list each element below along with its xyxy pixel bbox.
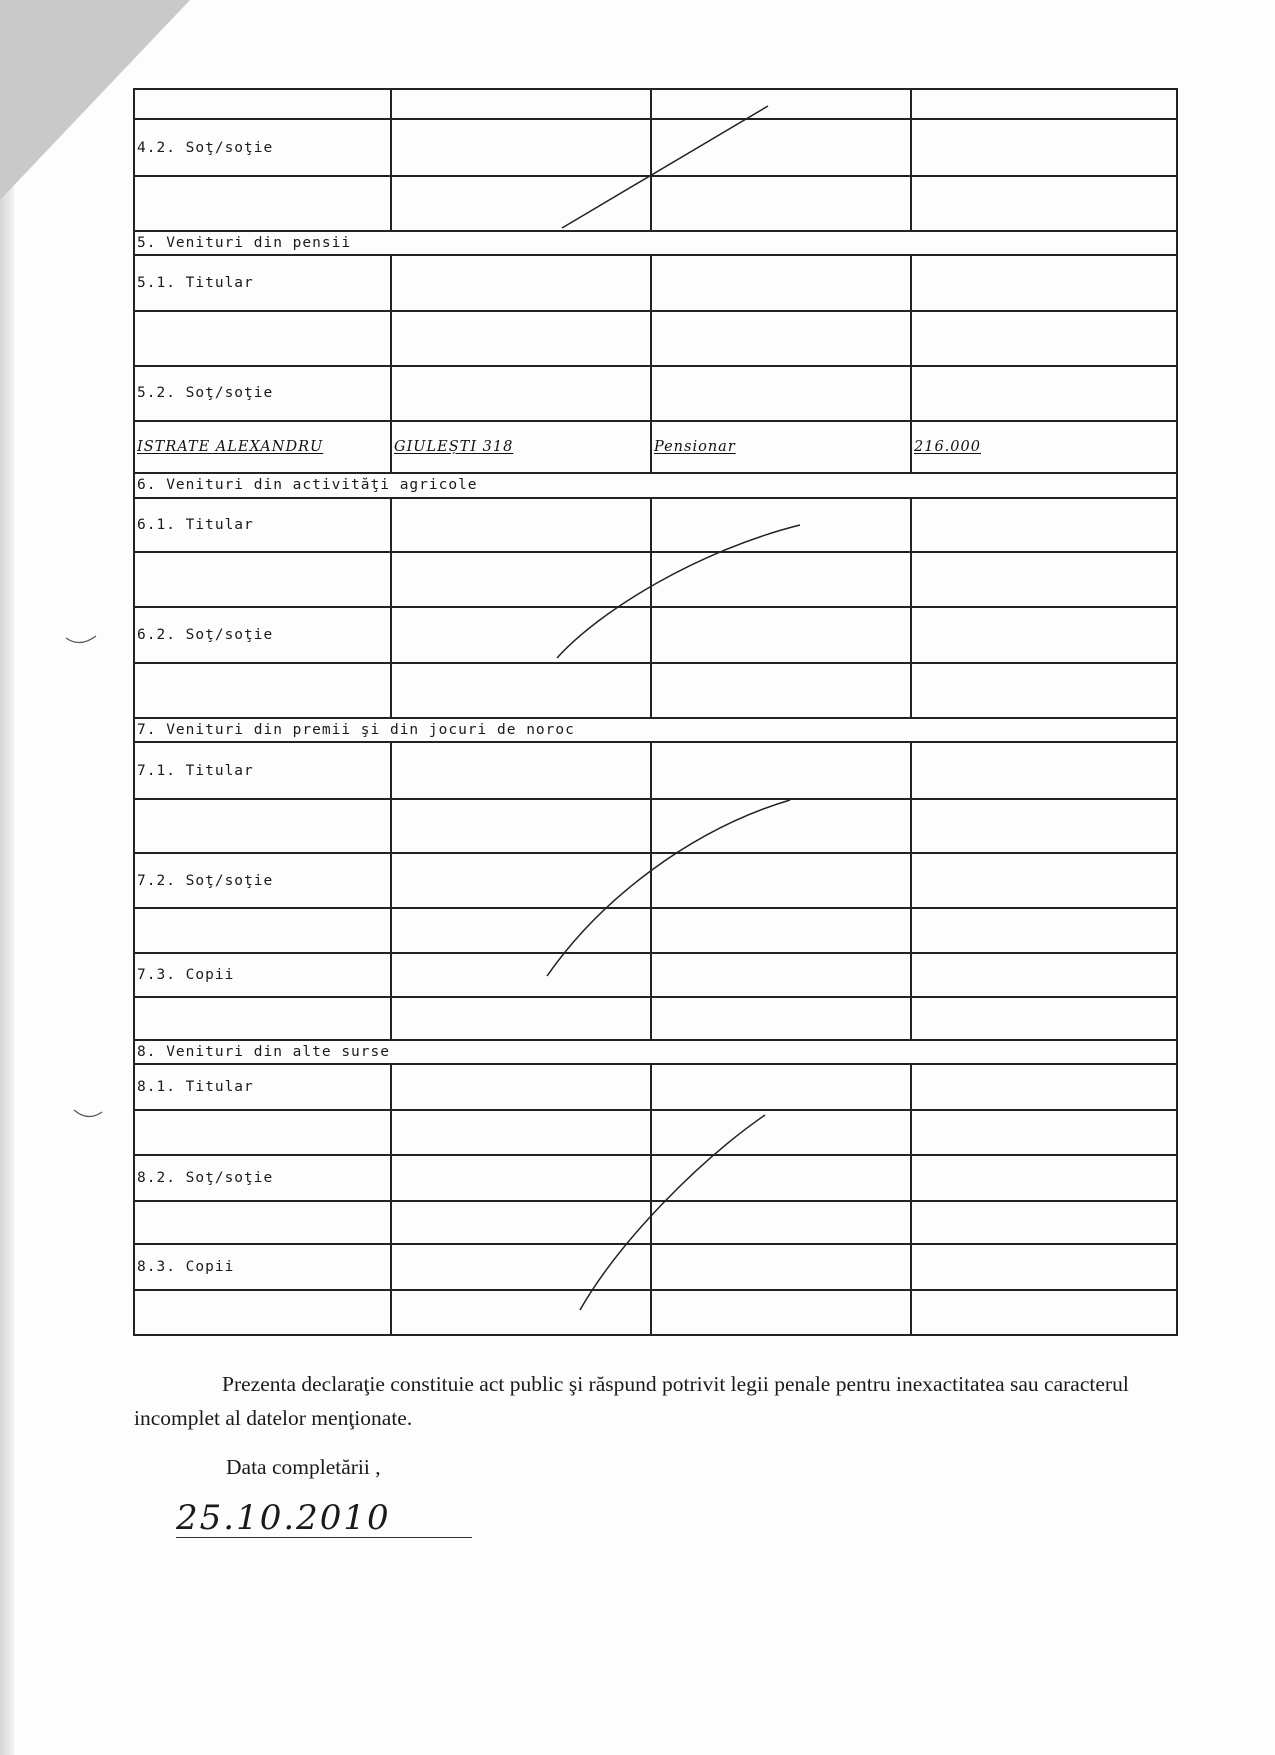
date-label: Data completării , (226, 1455, 381, 1479)
row-label-4-2: 4.2. Soţ/soţie (134, 119, 391, 176)
table-row (134, 1201, 1177, 1243)
table-cell (134, 89, 391, 119)
section-row (134, 718, 1177, 742)
table-row (134, 997, 1177, 1039)
row-label-8-3: 8.3. Copii (134, 1244, 391, 1291)
handwritten-amount: 216.000 (911, 421, 1177, 474)
table-row (134, 742, 1177, 799)
table-row (134, 1064, 1177, 1111)
table-cell (391, 89, 651, 119)
table-row (134, 1155, 1177, 1202)
section-7-title: 7. Venituri din premii şi din jocuri de noroc (134, 718, 1177, 742)
handwritten-name: ISTRATE ALEXANDRU (134, 421, 391, 474)
table-cell (651, 89, 911, 119)
income-declaration-table (133, 88, 1178, 1336)
section-row (134, 231, 1177, 255)
table-row (134, 119, 1177, 176)
row-label-6-1: 6.1. Titular (134, 498, 391, 553)
date-underline (176, 1537, 472, 1538)
table-row (134, 663, 1177, 718)
table-row (134, 366, 1177, 421)
handwritten-date: 25.10.2010 (176, 1498, 391, 1538)
handwritten-source: GIULEȘTI 318 (391, 421, 651, 474)
table-cell (911, 89, 1177, 119)
table-row (134, 311, 1177, 366)
row-label-5-1: 5.1. Titular (134, 255, 391, 312)
table-row (134, 799, 1177, 854)
table-row (134, 498, 1177, 553)
hole-mark (66, 636, 96, 643)
table-row (134, 255, 1177, 312)
table-row (134, 552, 1177, 607)
handwritten-service: Pensionar (651, 421, 911, 474)
row-label-6-2: 6.2. Soţ/soţie (134, 607, 391, 664)
section-row (134, 1040, 1177, 1064)
table-row (134, 1290, 1177, 1335)
row-label-7-1: 7.1. Titular (134, 742, 391, 799)
table-row (134, 953, 1177, 998)
section-8-title: 8. Venituri din alte surse (134, 1040, 1177, 1064)
table-row (134, 1110, 1177, 1155)
table-row (134, 853, 1177, 908)
section-6-title: 6. Venituri din activităţi agricole (134, 473, 1177, 497)
table-row (134, 421, 1177, 474)
table-row (134, 607, 1177, 664)
table-row (134, 1244, 1177, 1291)
section-5-title: 5. Venituri din pensii (134, 231, 1177, 255)
table-row (134, 176, 1177, 231)
row-label-7-3: 7.3. Copii (134, 953, 391, 998)
row-label-8-1: 8.1. Titular (134, 1064, 391, 1111)
section-row (134, 473, 1177, 497)
table-row (134, 908, 1177, 953)
row-label-5-2: 5.2. Soţ/soţie (134, 366, 391, 421)
declaration-statement: Prezenta declaraţie constituie act public şi răspund potrivit legii penale pentru inexactitatea sau caracterul incomplet al datelor menţionate. (134, 1372, 1129, 1430)
row-label-7-2: 7.2. Soţ/soţie (134, 853, 391, 908)
scan-edge-shadow (0, 0, 14, 1755)
hole-mark (74, 1110, 102, 1117)
table-row (134, 89, 1177, 119)
row-label-8-2: 8.2. Soţ/soţie (134, 1155, 391, 1202)
